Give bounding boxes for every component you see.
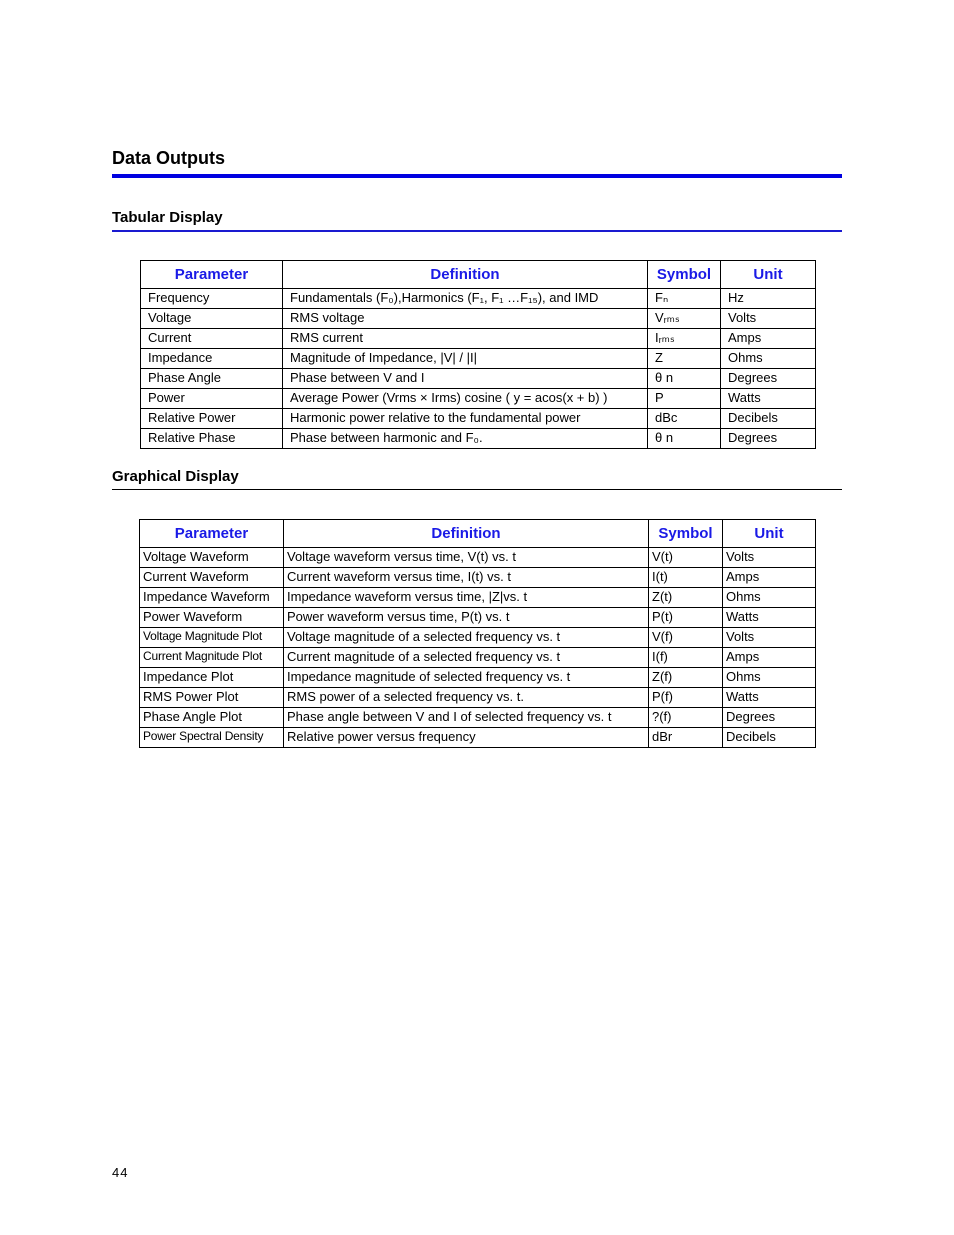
cell-parameter: Voltage Magnitude Plot: [140, 628, 284, 648]
cell-definition: Power waveform versus time, P(t) vs. t: [284, 608, 649, 628]
graphical-display-heading: Graphical Display: [112, 468, 239, 485]
cell-parameter: Frequency: [141, 289, 283, 309]
cell-unit: Volts: [721, 309, 816, 329]
cell-definition: Average Power (Vrms × Irms) cosine ( y = acos(x + b) ): [283, 389, 648, 409]
table-row: [141, 369, 816, 389]
cell-definition: Phase between V and I: [283, 369, 648, 389]
table-row: [140, 588, 816, 608]
cell-symbol: P(t): [649, 608, 723, 628]
cell-symbol: I(t): [649, 568, 723, 588]
page-number: 44: [112, 1165, 129, 1180]
cell-parameter: Power Waveform: [140, 608, 284, 628]
table-row: [141, 409, 816, 429]
cell-definition: Voltage waveform versus time, V(t) vs. t: [284, 548, 649, 568]
cell-symbol: V(t): [649, 548, 723, 568]
cell-parameter: Phase Angle: [141, 369, 283, 389]
cell-parameter: Current Magnitude Plot: [140, 648, 284, 668]
cell-parameter: Impedance Plot: [140, 668, 284, 688]
cell-parameter: Phase Angle Plot: [140, 708, 284, 728]
cell-parameter: Power Spectral Density: [140, 728, 284, 748]
header-unit: Unit: [721, 261, 816, 289]
cell-unit: Ohms: [723, 668, 816, 688]
graphical-display-table: [139, 519, 816, 748]
cell-unit: Decibels: [723, 728, 816, 748]
cell-definition: RMS current: [283, 329, 648, 349]
title-rule: [112, 174, 842, 178]
tabular-display-table: [140, 260, 816, 449]
cell-symbol: P: [648, 389, 721, 409]
cell-definition: RMS voltage: [283, 309, 648, 329]
cell-unit: Watts: [723, 688, 816, 708]
cell-symbol: dBc: [648, 409, 721, 429]
header-definition: Definition: [284, 520, 649, 548]
cell-unit: Degrees: [721, 369, 816, 389]
cell-symbol: P(f): [649, 688, 723, 708]
cell-unit: Ohms: [721, 349, 816, 369]
cell-definition: Impedance magnitude of selected frequency vs. t: [284, 668, 649, 688]
cell-parameter: RMS Power Plot: [140, 688, 284, 708]
cell-unit: Amps: [721, 329, 816, 349]
table-row: [141, 429, 816, 449]
cell-unit: Hz: [721, 289, 816, 309]
cell-parameter: Current: [141, 329, 283, 349]
header-unit: Unit: [723, 520, 816, 548]
cell-unit: Volts: [723, 548, 816, 568]
graphical-rule: [112, 489, 842, 490]
cell-definition: RMS power of a selected frequency vs. t.: [284, 688, 649, 708]
table-row: [140, 688, 816, 708]
cell-definition: Impedance waveform versus time, |Z|vs. t: [284, 588, 649, 608]
table-row: [141, 349, 816, 369]
cell-definition: Relative power versus frequency: [284, 728, 649, 748]
table-row: [141, 289, 816, 309]
cell-parameter: Impedance Waveform: [140, 588, 284, 608]
table-row: [140, 648, 816, 668]
table-row: [140, 548, 816, 568]
table-row: [141, 329, 816, 349]
cell-symbol: Z(f): [649, 668, 723, 688]
cell-unit: Ohms: [723, 588, 816, 608]
tabular-display-heading: Tabular Display: [112, 209, 223, 226]
cell-symbol: Z: [648, 349, 721, 369]
header-symbol: Symbol: [649, 520, 723, 548]
table-row: [140, 668, 816, 688]
page-title: Data Outputs: [112, 148, 226, 168]
cell-unit: Amps: [723, 568, 816, 588]
cell-symbol: dBr: [649, 728, 723, 748]
cell-parameter: Current Waveform: [140, 568, 284, 588]
cell-definition: Voltage magnitude of a selected frequency vs. t: [284, 628, 649, 648]
cell-symbol: ?(f): [649, 708, 723, 728]
header-parameter: Parameter: [140, 520, 284, 548]
cell-symbol: Vᵣₘₛ: [648, 309, 721, 329]
cell-unit: Watts: [721, 389, 816, 409]
cell-symbol: Fₙ: [648, 289, 721, 309]
table-row: [140, 568, 816, 588]
cell-parameter: Power: [141, 389, 283, 409]
table-row: [140, 628, 816, 648]
cell-definition: Harmonic power relative to the fundamental power: [283, 409, 648, 429]
cell-definition: Phase angle between V and I of selected frequency vs. t: [284, 708, 649, 728]
cell-definition: Magnitude of Impedance, |V| / |I|: [283, 349, 648, 369]
header-parameter: Parameter: [141, 261, 283, 289]
tabular-rule: [112, 230, 842, 232]
header-symbol: Symbol: [648, 261, 721, 289]
cell-symbol: θ n: [648, 369, 721, 389]
cell-symbol: I(f): [649, 648, 723, 668]
cell-unit: Degrees: [723, 708, 816, 728]
cell-symbol: θ n: [648, 429, 721, 449]
cell-unit: Decibels: [721, 409, 816, 429]
cell-parameter: Impedance: [141, 349, 283, 369]
cell-unit: Degrees: [721, 429, 816, 449]
table-row: [140, 608, 816, 628]
cell-unit: Watts: [723, 608, 816, 628]
table-header-row: [141, 261, 816, 289]
cell-symbol: Iᵣₘₛ: [648, 329, 721, 349]
cell-definition: Fundamentals (F₀),Harmonics (F₁, F₁ …F₁₅), and IMD: [283, 289, 648, 309]
table-row: [141, 309, 816, 329]
cell-definition: Current waveform versus time, I(t) vs. t: [284, 568, 649, 588]
cell-parameter: Voltage: [141, 309, 283, 329]
table-row: [140, 708, 816, 728]
cell-unit: Volts: [723, 628, 816, 648]
table-row: [141, 389, 816, 409]
table-header-row: [140, 520, 816, 548]
table-row: [140, 728, 816, 748]
cell-definition: Phase between harmonic and F₀.: [283, 429, 648, 449]
cell-symbol: Z(t): [649, 588, 723, 608]
header-definition: Definition: [283, 261, 648, 289]
cell-symbol: V(f): [649, 628, 723, 648]
cell-parameter: Relative Power: [141, 409, 283, 429]
cell-definition: Current magnitude of a selected frequency vs. t: [284, 648, 649, 668]
cell-parameter: Relative Phase: [141, 429, 283, 449]
cell-parameter: Voltage Waveform: [140, 548, 284, 568]
cell-unit: Amps: [723, 648, 816, 668]
